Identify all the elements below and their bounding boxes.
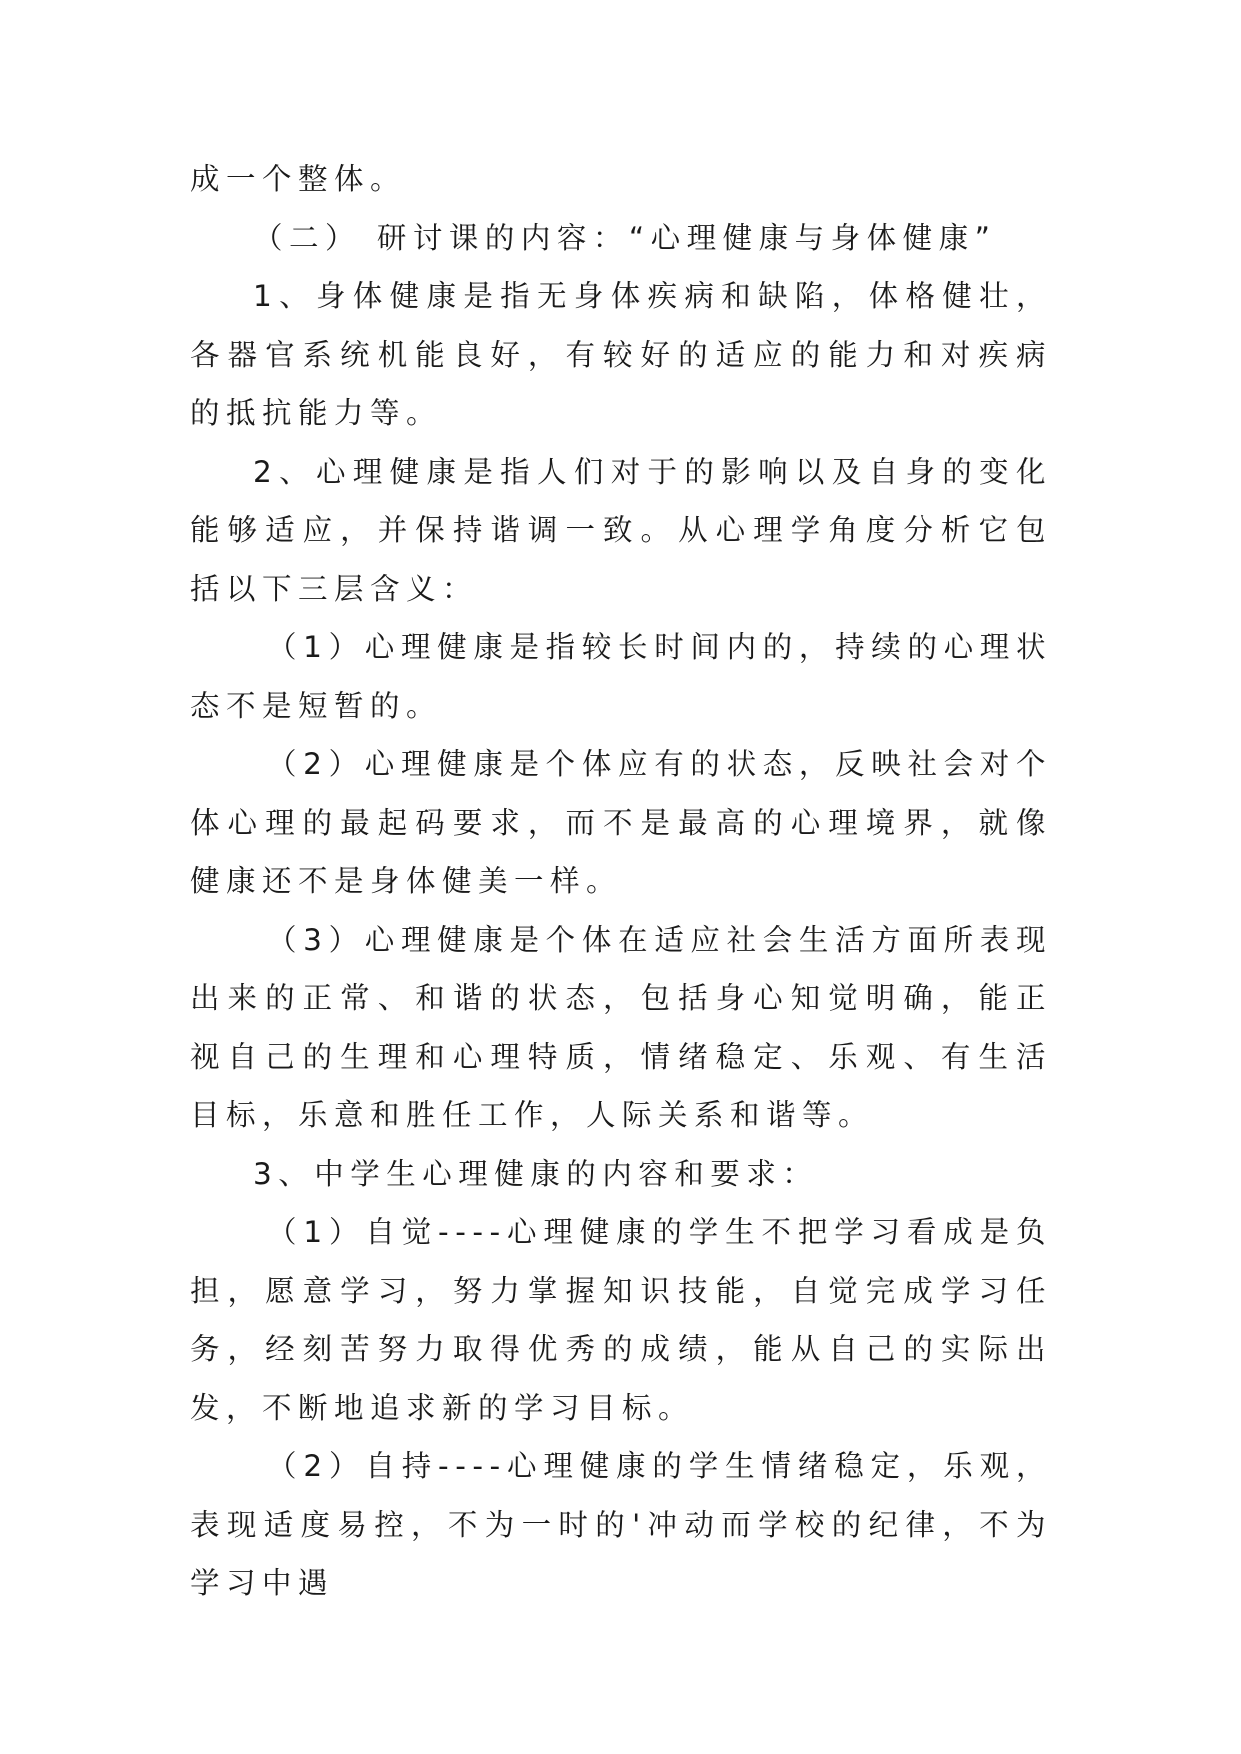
paragraph-subitem-2: （2）心理健康是个体应有的状态，反映社会对个体心理的最起码要求，而不是最高的心理境界，就像健康还不是身体健美一样。 <box>190 747 1052 898</box>
section-heading: （二） 研讨课的内容：“心理健康与身体健康” <box>253 220 997 255</box>
paragraph-subitem-1: （1）心理健康是指较长时间内的，持续的心理状态不是短暂的。 <box>190 630 1052 723</box>
paragraph-continuation: 成一个整体。 <box>190 162 407 196</box>
paragraph-item-1: 1、身体健康是指无身体疾病和缺陷，体格健壮，各器官系统机能良好，有较好的适应的能力和对疾病的抵抗能力等。 <box>190 279 1052 430</box>
paragraph-subitem-self-aware: （1）自觉----心理健康的学生不把学习看成是负担，愿意学习，努力掌握知识技能，自觉完成学习任务，经刻苦努力取得优秀的成绩，能从自己的实际出发，不断地追求新的学习目标。 <box>190 1215 1052 1425</box>
document-body <box>190 150 1052 1613</box>
paragraph-item-2: 2、心理健康是指人们对于的影响以及自身的变化能够适应，并保持谐调一致。从心理学角度分析它包括以下三层含义： <box>190 454 1052 606</box>
paragraph-subitem-3: （3）心理健康是个体在适应社会生活方面所表现出来的正常、和谐的状态，包括身心知觉明确，能正视自己的生理和心理特质，情绪稳定、乐观、有生活目标，乐意和胜任工作，人际关系和谐等。 <box>190 922 1052 1132</box>
paragraph-subitem-self-control: （2）自持----心理健康的学生情绪稳定，乐观，表现适度易控，不为一时的'冲动而学校的纪律，不为学习中遇 <box>190 1449 1052 1600</box>
paragraph-item-3: 3、中学生心理健康的内容和要求： <box>253 1156 819 1191</box>
